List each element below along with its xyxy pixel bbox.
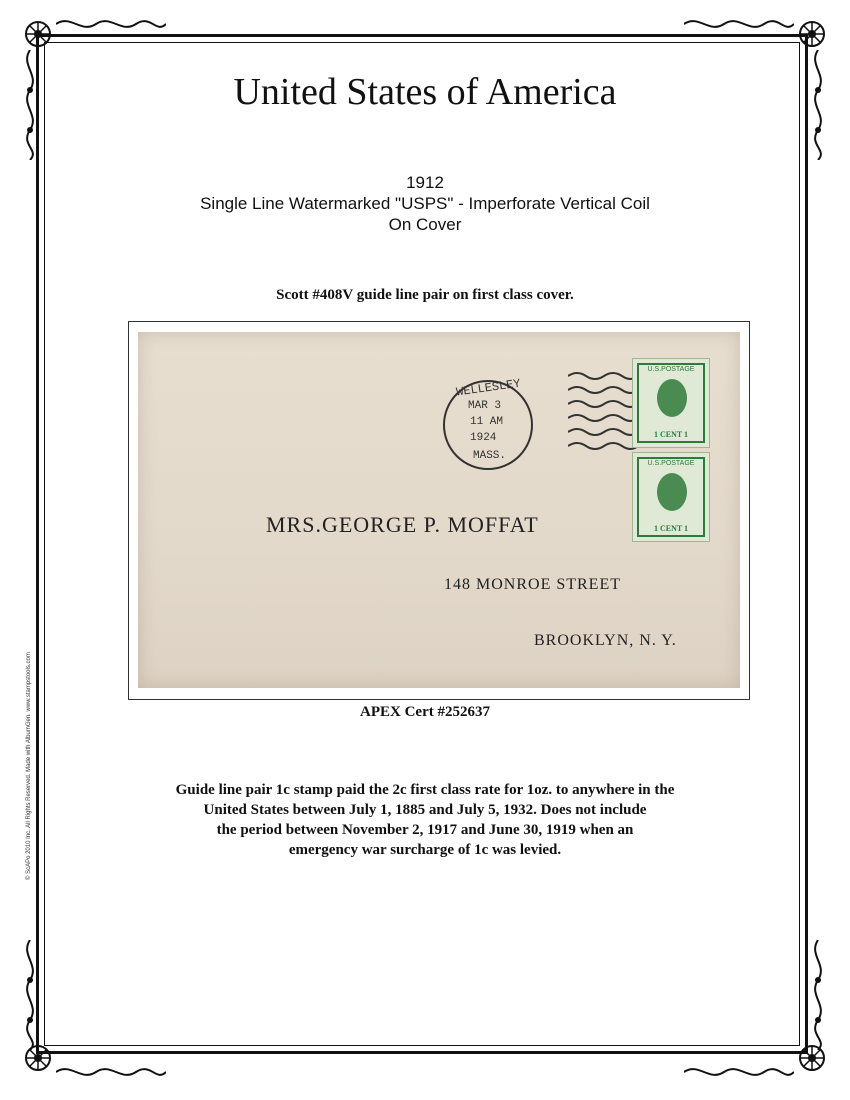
description-line-3: the period between November 2, 1917 and June 30, 1919 when an bbox=[216, 822, 634, 838]
postmark-town: WELLESLEY bbox=[455, 376, 522, 400]
stamp-bottom-value: 1 CENT 1 bbox=[653, 524, 689, 533]
scroll-flourish-icon bbox=[808, 940, 828, 1050]
scroll-flourish-icon bbox=[56, 1062, 166, 1082]
description-line-2: United States between July 1, 1885 and July 5, 1932. Does not include bbox=[203, 802, 647, 818]
scroll-flourish-icon bbox=[684, 1062, 794, 1082]
stamp-top bbox=[632, 358, 710, 448]
issue-subtitle: Single Line Watermarked "USPS" - Imperforate Vertical Coil bbox=[200, 194, 650, 213]
postmark-state: MASS. bbox=[473, 450, 507, 462]
stamp-bottom-label: U.S.POSTAGE bbox=[647, 460, 695, 467]
corner-ornament-icon bbox=[798, 20, 826, 48]
stamp-top-value: 1 CENT 1 bbox=[653, 430, 689, 439]
cert-label: APEX Cert #252637 bbox=[360, 704, 490, 720]
envelope-cover bbox=[138, 332, 740, 688]
postmark-year: 1924 bbox=[470, 432, 497, 444]
description-line-4: emergency war surcharge of 1c was levied. bbox=[288, 842, 562, 858]
scroll-flourish-icon bbox=[56, 14, 166, 34]
washington-portrait-icon bbox=[657, 379, 687, 417]
corner-ornament-icon bbox=[24, 20, 52, 48]
address-street: 148 MONROE STREET bbox=[444, 576, 621, 593]
postmark-time: 11 AM bbox=[470, 416, 504, 428]
issue-year: 1912 bbox=[406, 173, 444, 192]
cover-caption: Scott #408V guide line pair on first class cover. bbox=[276, 287, 574, 303]
stamp-bottom bbox=[632, 452, 710, 542]
addressee-name: MRS.GEORGE P. MOFFAT bbox=[266, 512, 539, 537]
washington-portrait-icon bbox=[657, 473, 687, 511]
page-title: United States of America bbox=[233, 71, 617, 113]
postmark-date: MAR 3 bbox=[468, 400, 502, 412]
issue-subtitle-cover: On Cover bbox=[388, 215, 462, 234]
address-city: BROOKLYN, N. Y. bbox=[534, 632, 677, 649]
description-line-1: Guide line pair 1c stamp paid the 2c first class rate for 1oz. to anywhere in the bbox=[175, 782, 675, 798]
scroll-flourish-icon bbox=[20, 940, 40, 1050]
scroll-flourish-icon bbox=[684, 14, 794, 34]
stamp-top-label: U.S.POSTAGE bbox=[647, 366, 695, 373]
copyright-note: © ScAPo 2010 Inc. All Rights Reserved. Made with AlbumGen. www.stampstools.com bbox=[26, 652, 32, 880]
wavy-cancel-icon bbox=[568, 370, 638, 458]
